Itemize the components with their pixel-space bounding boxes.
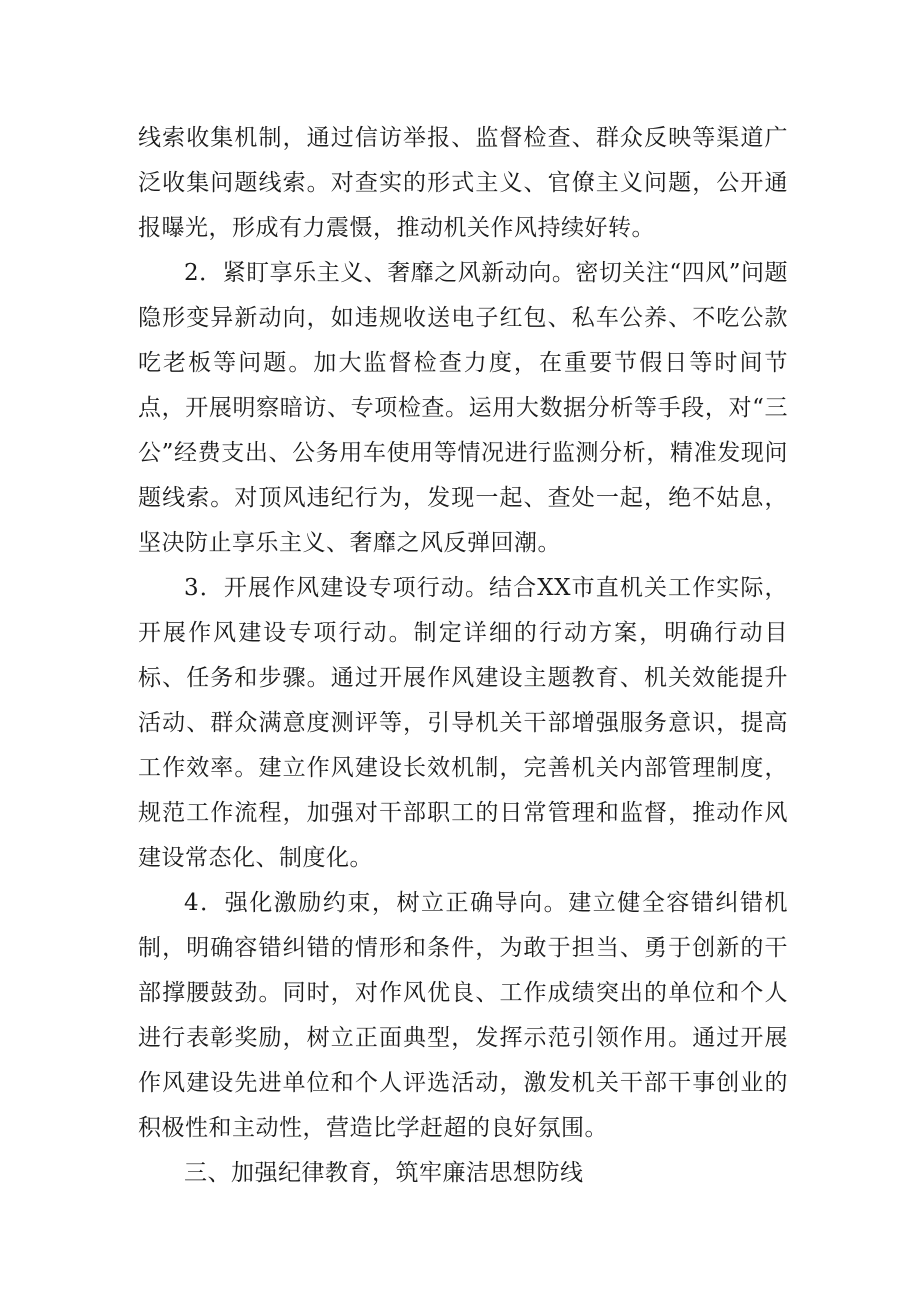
section-heading: 三、加强纪律教育，筑牢廉洁思想防线 xyxy=(184,1160,584,1186)
paragraph-item-3: 3．开展作风建设专项行动。结合XX市直机关工作实际，开展作风建设专项行动。制定详细的行动方案，明确行动目标、任务和步骤。通过开展作风建设主题教育、机关效能提升活动、群众满意度测评等，引导机关干部增强服务意识，提高工作效率。建立作风建设长效机制，完善机关内部管理制度，规范工作流程，加强对干部职工的日常管理和监督，推动作风建设常态化、制度化。 xyxy=(138,575,788,871)
document-body xyxy=(138,116,788,1196)
paragraph-item-2: 2．紧盯享乐主义、奢靡之风新动向。密切关注“四风”问题隐形变异新动向，如违规收送电子红包、私车公养、不吃公款吃老板等问题。加大监督检查力度，在重要节假日等时间节点，开展明察暗访、专项检查。运用大数据分析等手段，对“三公”经费支出、公务用车使用等情况进行监测分析，精准发现问题线索。对顶风违纪行为，发现一起、查处一起，绝不姑息，坚决防止享乐主义、奢靡之风反弹回潮。 xyxy=(138,260,788,556)
paragraph-item-4: 4．强化激励约束，树立正确导向。建立健全容错纠错机制，明确容错纠错的情形和条件，为敢于担当、勇于创新的干部撑腰鼓劲。同时，对作风优良、工作成绩突出的单位和个人进行表彰奖励，树立正面典型，发挥示范引领作用。通过开展作风建设先进单位和个人评选活动，激发机关干部干事创业的积极性和主动性，营造比学赶超的良好氛围。 xyxy=(138,890,788,1141)
paragraph-continued: 线索收集机制，通过信访举报、监督检查、群众反映等渠道广泛收集问题线索。对查实的形式主义、官僚主义问题，公开通报曝光，形成有力震慑，推动机关作风持续好转。 xyxy=(138,125,788,241)
